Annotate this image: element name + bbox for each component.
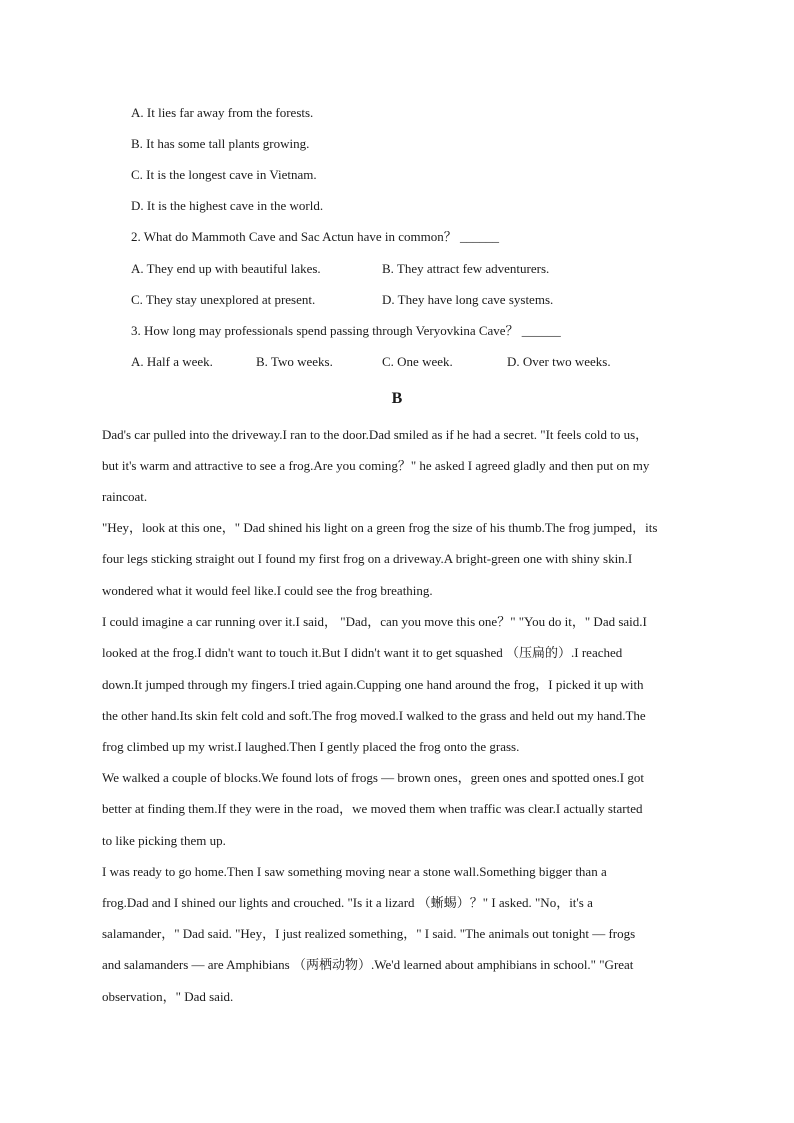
q1-option-a: A. It lies far away from the forests. [131, 105, 314, 120]
passage-line: I could imagine a car running over it.I said， "Dad，can you move this one？" "You do it，" Dad said.I [102, 614, 647, 629]
q2-option-a: A. They end up with beautiful lakes. [131, 261, 321, 276]
q2-option-c: C. They stay unexplored at present. [131, 292, 316, 307]
passage-line: to like picking them up. [102, 833, 226, 848]
q3-stem: 3. How long may professionals spend passing through Veryovkina Cave？ ______ [131, 323, 561, 338]
passage-line: Dad's car pulled into the driveway.I ran to the door.Dad smiled as if he had a secret. "It feels cold to us， [102, 427, 649, 442]
passage-line: salamander，" Dad said. "Hey，I just realized something，" I said. "The animals out tonight — frogs [102, 926, 636, 941]
section-heading: B [391, 390, 403, 407]
q3-option-b: B. Two weeks. [256, 354, 333, 369]
q1-option-c: C. It is the longest cave in Vietnam. [131, 167, 317, 182]
q1-option-d: D. It is the highest cave in the world. [131, 198, 324, 213]
q3-option-a: A. Half a week. [131, 354, 213, 369]
q1-option-b: B. It has some tall plants growing. [131, 136, 310, 151]
passage-line: better at finding them.If they were in the road，we moved them when traffic was clear.I actually started [102, 801, 643, 816]
passage-line: observation，" Dad said. [102, 989, 234, 1004]
q3-option-c: C. One week. [382, 354, 453, 369]
passage-line: looked at the frog.I didn't want to touch it.But I didn't want it to get squashed （压扁的）.I reached [102, 645, 623, 660]
passage-line: and salamanders — are Amphibians （两栖动物）.We'd learned about amphibians in school." "Great [102, 957, 634, 972]
passage-line: the other hand.Its skin felt cold and soft.The frog moved.I walked to the grass and held out my hand.The [102, 708, 646, 723]
q3-option-d: D. Over two weeks. [507, 354, 611, 369]
passage-line: "Hey，look at this one，" Dad shined his light on a green frog the size of his thumb.The frog jumped，its [102, 520, 658, 535]
passage-line: raincoat. [102, 489, 148, 504]
passage-line: wondered what it would feel like.I could see the frog breathing. [102, 583, 433, 598]
passage-line: but it's warm and attractive to see a frog.Are you coming？" he asked I agreed gladly and then put on my [102, 458, 650, 473]
passage-line: I was ready to go home.Then I saw something moving near a stone wall.Something bigger than a [102, 864, 607, 879]
q2-option-b: B. They attract few adventurers. [382, 261, 550, 276]
q2-stem: 2. What do Mammoth Cave and Sac Actun have in common？ ______ [131, 229, 500, 244]
passage-line: frog climbed up my wrist.I laughed.Then I gently placed the frog onto the grass. [102, 739, 520, 754]
passage-line: down.It jumped through my fingers.I tried again.Cupping one hand around the frog，I picked it up with [102, 677, 644, 692]
q2-option-d: D. They have long cave systems. [382, 292, 554, 307]
passage-line: frog.Dad and I shined our lights and crouched. "Is it a lizard （蜥蜴）？" I asked. "No，it's a [102, 895, 593, 910]
passage-line: four legs sticking straight out I found my first frog on a driveway.A bright-green one with shiny skin.I [102, 551, 633, 566]
passage-line: We walked a couple of blocks.We found lots of frogs — brown ones，green ones and spotted ones.I got [102, 770, 644, 785]
